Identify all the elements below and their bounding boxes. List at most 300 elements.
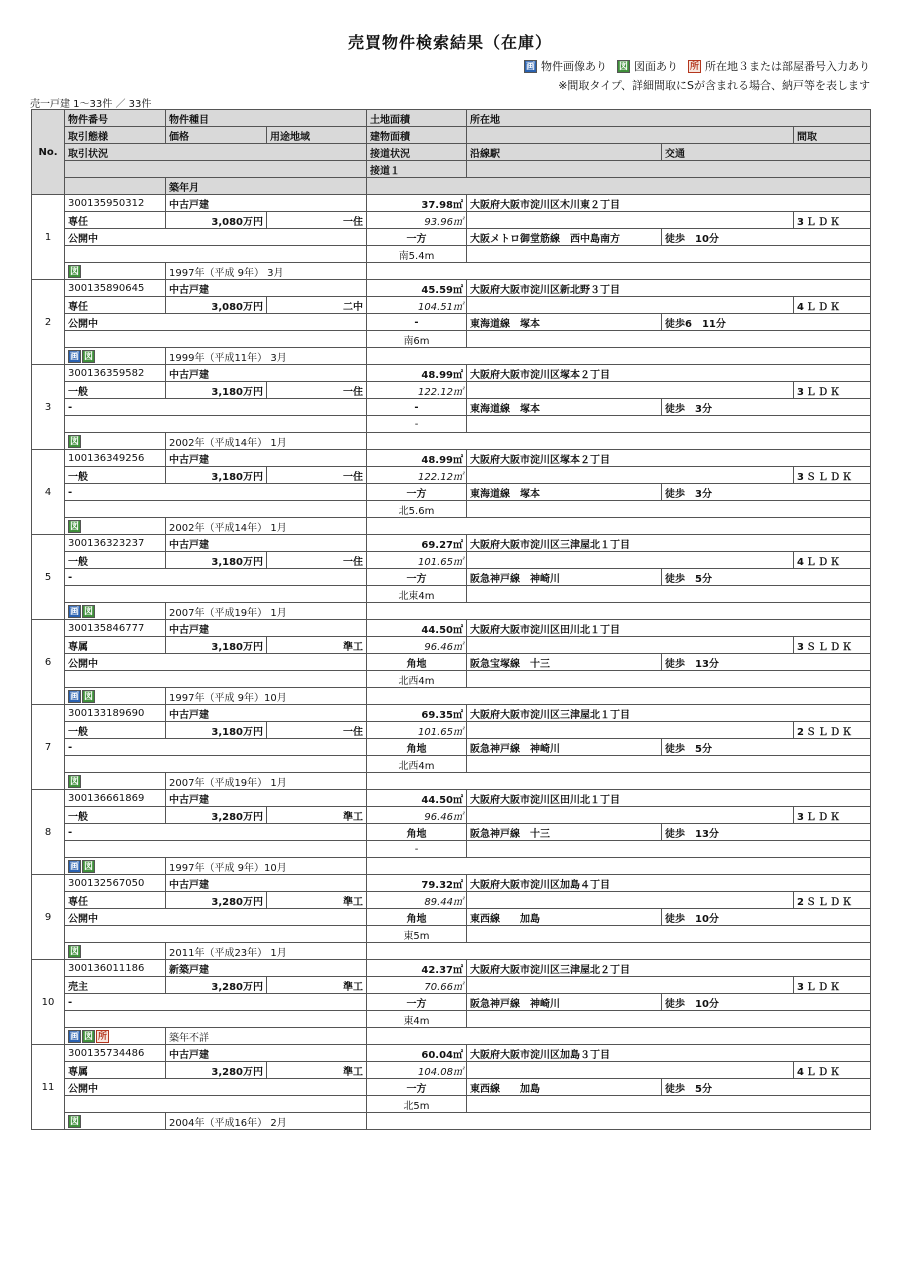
address: 大阪府大阪市淀川区塚本２丁目 xyxy=(467,365,871,382)
price: 3,180万円 xyxy=(166,722,267,739)
blank-cell xyxy=(65,416,367,433)
property-id: 300136359582 xyxy=(65,365,166,382)
address: 大阪府大阪市淀川区加島３丁目 xyxy=(467,1045,871,1062)
listing-row xyxy=(32,739,871,756)
header-blank xyxy=(467,127,794,144)
page-title: 売買物件検索結果（在庫） xyxy=(347,33,552,52)
listing-number: 10 xyxy=(32,960,65,1045)
blank-cell xyxy=(467,1062,794,1079)
property-type: 中古戸建 xyxy=(166,450,367,467)
line-station: 東海道線 塚本 xyxy=(467,484,662,501)
floorplan-badge-icon: 図 xyxy=(83,861,93,872)
floorplan-badge-icon: 図 xyxy=(83,351,93,362)
zoning: 準工 xyxy=(267,977,367,994)
room-layout: 3ＳＬＤＫ xyxy=(794,467,871,484)
blank-cell xyxy=(467,1011,871,1028)
header-built-date: 築年月 xyxy=(166,178,367,195)
land-area: 69.35㎡ xyxy=(367,705,467,722)
listing-row xyxy=(32,501,871,518)
floorplan-badge-icon: 図 xyxy=(69,776,79,787)
room-layout: 3ＬＤＫ xyxy=(794,977,871,994)
listing-row xyxy=(32,892,871,909)
road-1: 北西4m xyxy=(367,756,467,773)
listing-row xyxy=(32,994,871,1011)
location-badge-icon: 所 xyxy=(689,61,699,72)
property-id: 300136661869 xyxy=(65,790,166,807)
listing-status: 公開中 xyxy=(65,314,367,331)
built-date: 1997年（平成 9年） 3月 xyxy=(166,263,367,280)
property-id: 300132567050 xyxy=(65,875,166,892)
listing-row xyxy=(32,314,871,331)
badge-cell xyxy=(65,773,166,790)
transport: 徒歩 10分 xyxy=(662,909,871,926)
address: 大阪府大阪市淀川区田川北１丁目 xyxy=(467,790,871,807)
listing-row xyxy=(32,246,871,263)
price: 3,180万円 xyxy=(166,382,267,399)
blank-cell xyxy=(467,552,794,569)
blank-cell xyxy=(467,586,871,603)
deal-type: 専属 xyxy=(65,637,166,654)
property-id: 300133189690 xyxy=(65,705,166,722)
blank-cell xyxy=(367,603,871,620)
listing-row xyxy=(32,263,871,280)
location-badge-icon: 所 xyxy=(97,1031,107,1042)
building-area: 96.46㎡ xyxy=(367,807,467,824)
listing-row xyxy=(32,1096,871,1113)
header-zoning: 用途地域 xyxy=(267,127,367,144)
listing-status: - xyxy=(65,484,367,501)
badge-cell xyxy=(65,518,166,535)
badge-cell xyxy=(65,263,166,280)
listing-status: 公開中 xyxy=(65,1079,367,1096)
deal-type: 売主 xyxy=(65,977,166,994)
blank-cell xyxy=(65,246,367,263)
blank-cell xyxy=(367,943,871,960)
price: 3,080万円 xyxy=(166,212,267,229)
blank-cell xyxy=(467,331,871,348)
building-area: 101.65㎡ xyxy=(367,552,467,569)
blank-cell xyxy=(65,671,367,688)
listing-row xyxy=(32,569,871,586)
room-layout: 4ＬＤＫ xyxy=(794,297,871,314)
listing-number: 5 xyxy=(32,535,65,620)
transport: 徒歩 5分 xyxy=(662,569,871,586)
blank-cell xyxy=(467,246,871,263)
property-type: 中古戸建 xyxy=(166,280,367,297)
blank-cell xyxy=(467,212,794,229)
legend-floorplan-label: 図面あり xyxy=(634,60,678,73)
built-date: 1997年（平成 9年）10月 xyxy=(166,688,367,705)
blank-cell xyxy=(467,977,794,994)
badge-cell xyxy=(65,348,166,365)
price: 3,080万円 xyxy=(166,297,267,314)
header-road-1: 接道１ xyxy=(367,161,467,178)
building-area: 101.65㎡ xyxy=(367,722,467,739)
built-date: 1997年（平成 9年）10月 xyxy=(166,858,367,875)
listing-row xyxy=(32,535,871,552)
header-property-id: 物件番号 xyxy=(65,110,166,127)
price: 3,280万円 xyxy=(166,892,267,909)
price: 3,280万円 xyxy=(166,807,267,824)
listing-row xyxy=(32,552,871,569)
image-badge-icon: 画 xyxy=(69,861,79,872)
listing-row xyxy=(32,416,871,433)
deal-type: 専任 xyxy=(65,212,166,229)
listing-row xyxy=(32,943,871,960)
header-blank xyxy=(65,161,367,178)
built-date: 2002年（平成14年） 1月 xyxy=(166,518,367,535)
header-row-4 xyxy=(32,161,871,178)
property-type: 中古戸建 xyxy=(166,790,367,807)
deal-type: 一般 xyxy=(65,382,166,399)
zoning: 一住 xyxy=(267,467,367,484)
address: 大阪府大阪市淀川区田川北１丁目 xyxy=(467,620,871,637)
built-date: 2004年（平成16年） 2月 xyxy=(166,1113,367,1130)
transport: 徒歩 13分 xyxy=(662,654,871,671)
price: 3,180万円 xyxy=(166,552,267,569)
room-layout: 3ＬＤＫ xyxy=(794,807,871,824)
road-1: 北西4m xyxy=(367,671,467,688)
deal-type: 一般 xyxy=(65,552,166,569)
zoning: 二中 xyxy=(267,297,367,314)
listing-number: 8 xyxy=(32,790,65,875)
listing-row xyxy=(32,280,871,297)
listing-row xyxy=(32,297,871,314)
header-land-area: 土地面積 xyxy=(367,110,467,127)
listing-row xyxy=(32,365,871,382)
deal-type: 専属 xyxy=(65,1062,166,1079)
room-layout: 3ＬＤＫ xyxy=(794,212,871,229)
listing-status: 公開中 xyxy=(65,909,367,926)
listing-row xyxy=(32,790,871,807)
header-status: 取引状況 xyxy=(65,144,367,161)
blank-cell xyxy=(467,297,794,314)
header-layout: 間取 xyxy=(794,127,871,144)
zoning: 準工 xyxy=(267,807,367,824)
floorplan-badge-icon: 図 xyxy=(83,606,93,617)
listing-row xyxy=(32,382,871,399)
address: 大阪府大阪市淀川区加島４丁目 xyxy=(467,875,871,892)
listing-row xyxy=(32,1045,871,1062)
property-id: 300136323237 xyxy=(65,535,166,552)
legend-image-label: 物件画像あり xyxy=(541,60,607,73)
address: 大阪府大阪市淀川区木川東２丁目 xyxy=(467,195,871,212)
blank-cell xyxy=(367,518,871,535)
transport: 徒歩 5分 xyxy=(662,1079,871,1096)
listing-status: - xyxy=(65,739,367,756)
floorplan-badge-icon: 図 xyxy=(618,61,628,72)
listing-row xyxy=(32,858,871,875)
blank-cell xyxy=(65,501,367,518)
road-access: 角地 xyxy=(367,824,467,841)
road-access: 一方 xyxy=(367,229,467,246)
zoning: 一住 xyxy=(267,552,367,569)
land-area: 42.37㎡ xyxy=(367,960,467,977)
transport: 徒歩 3分 xyxy=(662,484,871,501)
header-building-area: 建物面積 xyxy=(367,127,467,144)
address: 大阪府大阪市淀川区三津屋北１丁目 xyxy=(467,535,871,552)
listing-row xyxy=(32,399,871,416)
listing-number: 1 xyxy=(32,195,65,280)
building-area: 122.12㎡ xyxy=(367,467,467,484)
line-station: 東海道線 塚本 xyxy=(467,314,662,331)
room-layout: 4ＬＤＫ xyxy=(794,1062,871,1079)
address: 大阪府大阪市淀川区塚本２丁目 xyxy=(467,450,871,467)
listing-row xyxy=(32,433,871,450)
header-blank xyxy=(367,178,871,195)
blank-cell xyxy=(467,416,871,433)
road-access: - xyxy=(367,399,467,416)
badge-cell xyxy=(65,943,166,960)
land-area: 60.04㎡ xyxy=(367,1045,467,1062)
blank-cell xyxy=(467,722,794,739)
built-date: 2007年（平成19年） 1月 xyxy=(166,773,367,790)
listing-row xyxy=(32,331,871,348)
property-type: 中古戸建 xyxy=(166,1045,367,1062)
listing-status: 公開中 xyxy=(65,229,367,246)
blank-cell xyxy=(467,926,871,943)
zoning: 準工 xyxy=(267,892,367,909)
layout-note: ※間取タイプ、詳細間取にSが含まれる場合、納戸等を表します xyxy=(558,79,870,92)
property-type: 中古戸建 xyxy=(166,195,367,212)
land-area: 44.50㎡ xyxy=(367,790,467,807)
listing-row xyxy=(32,909,871,926)
floorplan-badge-icon: 図 xyxy=(69,266,79,277)
road-access: 角地 xyxy=(367,909,467,926)
building-area: 104.51㎡ xyxy=(367,297,467,314)
building-area: 104.08㎡ xyxy=(367,1062,467,1079)
land-area: 79.32㎡ xyxy=(367,875,467,892)
property-id: 300135734486 xyxy=(65,1045,166,1062)
property-type: 中古戸建 xyxy=(166,705,367,722)
transport: 徒歩 10分 xyxy=(662,994,871,1011)
listing-status: - xyxy=(65,569,367,586)
header-line-station: 沿線駅 xyxy=(467,144,662,161)
listing-row xyxy=(32,654,871,671)
road-access: 角地 xyxy=(367,654,467,671)
listing-number: 11 xyxy=(32,1045,65,1130)
line-station: 阪急神戸線 神崎川 xyxy=(467,739,662,756)
listing-row xyxy=(32,722,871,739)
blank-cell xyxy=(367,858,871,875)
building-area: 89.44㎡ xyxy=(367,892,467,909)
blank-cell xyxy=(65,586,367,603)
listing-number: 4 xyxy=(32,450,65,535)
zoning: 準工 xyxy=(267,1062,367,1079)
listing-row xyxy=(32,467,871,484)
image-badge-icon: 画 xyxy=(69,1031,79,1042)
blank-cell xyxy=(467,841,871,858)
room-layout: 3ＳＬＤＫ xyxy=(794,637,871,654)
badge-cell xyxy=(65,433,166,450)
listing-row xyxy=(32,705,871,722)
deal-type: 専任 xyxy=(65,297,166,314)
property-id: 100136349256 xyxy=(65,450,166,467)
listing-row xyxy=(32,1079,871,1096)
listing-status: 公開中 xyxy=(65,654,367,671)
property-id: 300136011186 xyxy=(65,960,166,977)
blank-cell xyxy=(65,756,367,773)
blank-cell xyxy=(367,348,871,365)
listing-status: - xyxy=(65,399,367,416)
property-type: 中古戸建 xyxy=(166,365,367,382)
result-count: 売一戸建 1〜33件 ／ 33件 xyxy=(30,99,152,110)
header-price: 価格 xyxy=(166,127,267,144)
blank-cell xyxy=(65,841,367,858)
header-row-2 xyxy=(32,127,871,144)
blank-cell xyxy=(467,467,794,484)
road-access: 一方 xyxy=(367,484,467,501)
badge-cell xyxy=(65,858,166,875)
building-area: 96.46㎡ xyxy=(367,637,467,654)
badge-cell xyxy=(65,1113,166,1130)
zoning: 一住 xyxy=(267,382,367,399)
road-1: 北5.6m xyxy=(367,501,467,518)
room-layout: 2ＳＬＤＫ xyxy=(794,722,871,739)
listing-status: - xyxy=(65,824,367,841)
image-badge-icon: 画 xyxy=(69,351,79,362)
blank-cell xyxy=(367,263,871,280)
listing-row xyxy=(32,212,871,229)
blank-cell xyxy=(467,1096,871,1113)
deal-type: 専任 xyxy=(65,892,166,909)
price: 3,280万円 xyxy=(166,1062,267,1079)
listing-row xyxy=(32,450,871,467)
blank-cell xyxy=(367,1113,871,1130)
listing-row xyxy=(32,1113,871,1130)
property-type: 中古戸建 xyxy=(166,620,367,637)
blank-cell xyxy=(65,926,367,943)
road-access: - xyxy=(367,314,467,331)
price: 3,280万円 xyxy=(166,977,267,994)
property-type: 中古戸建 xyxy=(166,535,367,552)
floorplan-badge-icon: 図 xyxy=(69,521,79,532)
property-type: 中古戸建 xyxy=(166,875,367,892)
listing-number: 9 xyxy=(32,875,65,960)
header-property-type: 物件種目 xyxy=(166,110,367,127)
header-deal-type: 取引態様 xyxy=(65,127,166,144)
listing-row xyxy=(32,195,871,212)
line-station: 東西線 加島 xyxy=(467,1079,662,1096)
listing-row xyxy=(32,773,871,790)
blank-cell xyxy=(367,773,871,790)
road-1: 北5m xyxy=(367,1096,467,1113)
zoning: 一住 xyxy=(267,212,367,229)
line-station: 阪急神戸線 神崎川 xyxy=(467,994,662,1011)
transport: 徒歩 3分 xyxy=(662,399,871,416)
land-area: 69.27㎡ xyxy=(367,535,467,552)
header-transport: 交通 xyxy=(662,144,871,161)
listing-row xyxy=(32,875,871,892)
image-badge-icon: 画 xyxy=(525,61,535,72)
road-1: 南6m xyxy=(367,331,467,348)
listing-row xyxy=(32,348,871,365)
legend xyxy=(524,58,870,74)
road-1: - xyxy=(367,416,467,433)
line-station: 東西線 加島 xyxy=(467,909,662,926)
results-table xyxy=(31,109,871,1130)
room-layout: 2ＳＬＤＫ xyxy=(794,892,871,909)
built-date: 2011年（平成23年） 1月 xyxy=(166,943,367,960)
badge-cell xyxy=(65,603,166,620)
listing-row xyxy=(32,229,871,246)
line-station: 阪急神戸線 十三 xyxy=(467,824,662,841)
land-area: 45.59㎡ xyxy=(367,280,467,297)
line-station: 大阪メトロ御堂筋線 西中島南方 xyxy=(467,229,662,246)
price: 3,180万円 xyxy=(166,637,267,654)
room-layout: 3ＬＤＫ xyxy=(794,382,871,399)
property-id: 300135950312 xyxy=(65,195,166,212)
header-no: No. xyxy=(32,110,65,195)
listing-number: 3 xyxy=(32,365,65,450)
address: 大阪府大阪市淀川区新北野３丁目 xyxy=(467,280,871,297)
listing-row xyxy=(32,671,871,688)
blank-cell xyxy=(467,501,871,518)
address: 大阪府大阪市淀川区三津屋北２丁目 xyxy=(467,960,871,977)
header-address: 所在地 xyxy=(467,110,871,127)
header-blank xyxy=(467,161,871,178)
road-1: 南5.4m xyxy=(367,246,467,263)
road-1: 東5m xyxy=(367,926,467,943)
blank-cell xyxy=(467,807,794,824)
transport: 徒歩6 11分 xyxy=(662,314,871,331)
road-access: 角地 xyxy=(367,739,467,756)
listing-row xyxy=(32,688,871,705)
legend-location-label: 所在地３または部屋番号入力あり xyxy=(705,60,870,73)
floorplan-badge-icon: 図 xyxy=(69,946,79,957)
listing-row xyxy=(32,586,871,603)
floorplan-badge-icon: 図 xyxy=(69,436,79,447)
blank-cell xyxy=(467,756,871,773)
line-station: 阪急宝塚線 十三 xyxy=(467,654,662,671)
zoning: 一住 xyxy=(267,722,367,739)
listing-row xyxy=(32,1028,871,1045)
building-area: 122.12㎡ xyxy=(367,382,467,399)
land-area: 48.99㎡ xyxy=(367,365,467,382)
floorplan-badge-icon: 図 xyxy=(83,1031,93,1042)
building-area: 93.96㎡ xyxy=(367,212,467,229)
listing-row xyxy=(32,637,871,654)
blank-cell xyxy=(367,688,871,705)
listing-row xyxy=(32,484,871,501)
listing-number: 7 xyxy=(32,705,65,790)
deal-type: 一般 xyxy=(65,467,166,484)
blank-cell xyxy=(367,1028,871,1045)
header-row-5 xyxy=(32,178,871,195)
badge-cell xyxy=(65,1028,166,1045)
image-badge-icon: 画 xyxy=(69,606,79,617)
road-access: 一方 xyxy=(367,994,467,1011)
blank-cell xyxy=(65,1011,367,1028)
built-date: 2002年（平成14年） 1月 xyxy=(166,433,367,450)
header-row-1 xyxy=(32,110,871,127)
floorplan-badge-icon: 図 xyxy=(83,691,93,702)
listing-row xyxy=(32,603,871,620)
property-id: 300135890645 xyxy=(65,280,166,297)
transport: 徒歩 13分 xyxy=(662,824,871,841)
listing-row xyxy=(32,756,871,773)
road-1: 東4m xyxy=(367,1011,467,1028)
land-area: 48.99㎡ xyxy=(367,450,467,467)
blank-cell xyxy=(467,892,794,909)
property-type: 新築戸建 xyxy=(166,960,367,977)
blank-cell xyxy=(467,637,794,654)
built-date: 築年不詳 xyxy=(166,1028,367,1045)
room-layout: 4ＬＤＫ xyxy=(794,552,871,569)
land-area: 37.98㎡ xyxy=(367,195,467,212)
listing-row xyxy=(32,1062,871,1079)
floorplan-badge-icon: 図 xyxy=(69,1116,79,1127)
